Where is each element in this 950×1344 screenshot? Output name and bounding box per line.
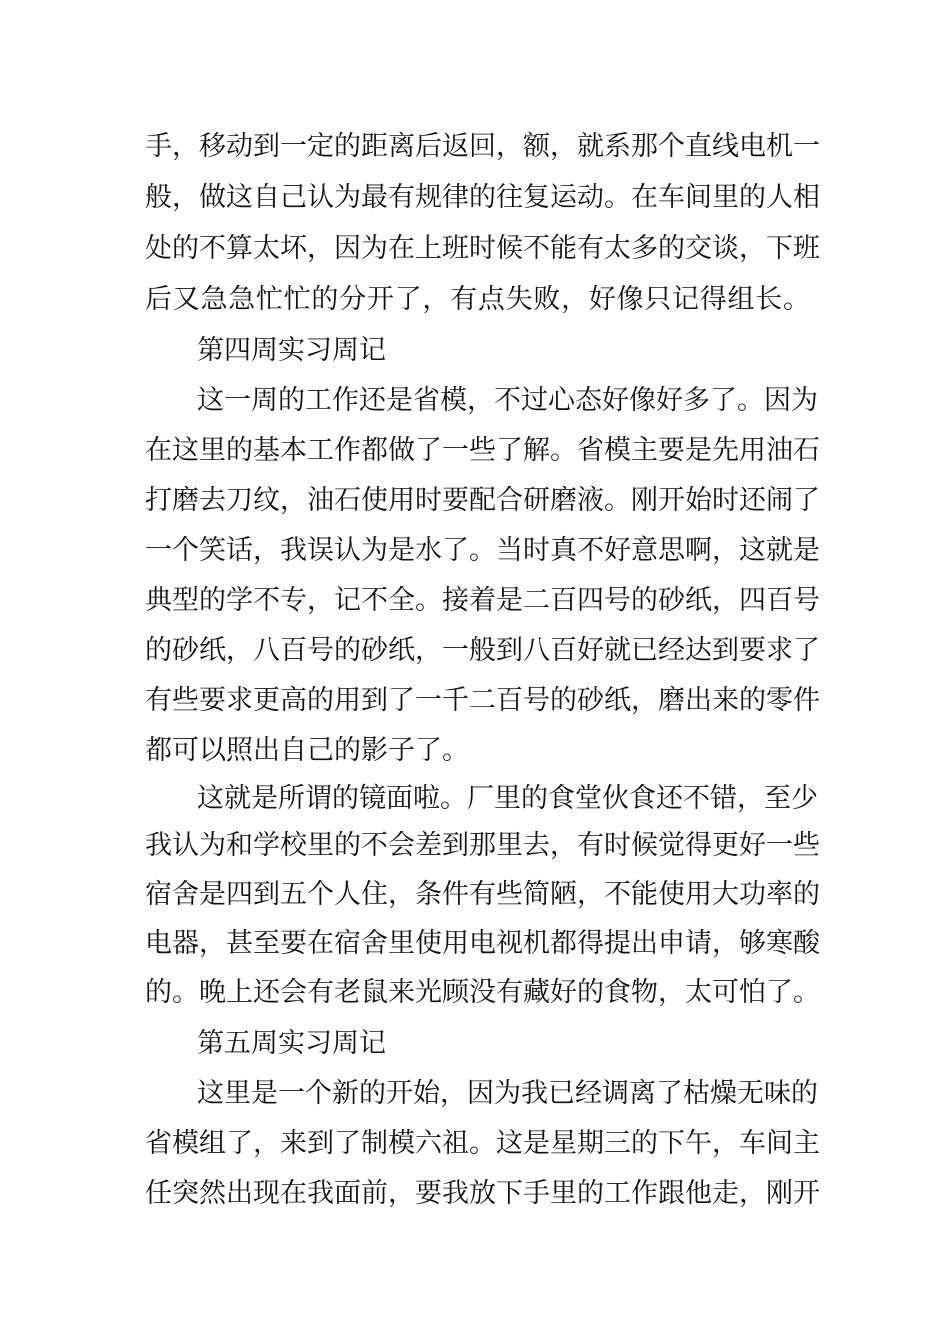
text-line: 电器，甚至要在宿舍里使用电视机都得提出申请，够寒酸 [145,928,820,959]
text-line: 处的不算太坏，因为在上班时候不能有太多的交谈，下班 [145,233,820,264]
section-heading: 第四周实习周记 [197,335,386,366]
text-line: 一个笑话，我误认为是水了。当时真不好意思啊，这就是 [145,535,820,566]
text-line: 任突然出现在我面前，要我放下手里的工作跟他走，刚开 [145,1178,820,1209]
section-heading: 第五周实习周记 [197,1028,386,1059]
text-line: 手，移动到一定的距离后返回，额，就系那个直线电机一 [145,131,820,162]
text-line: 省模组了，来到了制模六祖。这是星期三的下午，车间主 [145,1128,820,1159]
text-line: 都可以照出自己的影子了。 [145,735,469,766]
text-line: 有些要求更高的用到了一千二百号的砂纸，磨出来的零件 [145,685,820,716]
text-line: 般，做这自己认为最有规律的往复运动。在车间里的人相 [145,182,820,213]
text-line: 在这里的基本工作都做了一些了解。省模主要是先用油石 [145,435,820,466]
text-line: 打磨去刀纹，油石使用时要配合研磨液。刚开始时还闹了 [145,485,820,516]
text-line: 我认为和学校里的不会差到那里去，有时候觉得更好一些 [145,830,820,861]
text-line: 后又急急忙忙的分开了，有点失败，好像只记得组长。 [145,284,810,315]
text-line: 的砂纸，八百号的砂纸，一般到八百好就已经达到要求了 [145,635,820,666]
text-line: 的。晚上还会有老鼠来光顾没有藏好的食物，太可怕了。 [145,977,820,1008]
text-line: 这里是一个新的开始，因为我已经调离了枯燥无味的 [197,1078,818,1109]
text-line: 这就是所谓的镜面啦。厂里的食堂伙食还不错，至少 [197,783,818,814]
text-line: 典型的学不专，记不全。接着是二百四号的砂纸，四百号 [145,585,820,616]
text-line: 这一周的工作还是省模，不过心态好像好多了。因为 [197,385,818,416]
text-line: 宿舍是四到五个人住，条件有些简陋，不能使用大功率的 [145,879,820,910]
